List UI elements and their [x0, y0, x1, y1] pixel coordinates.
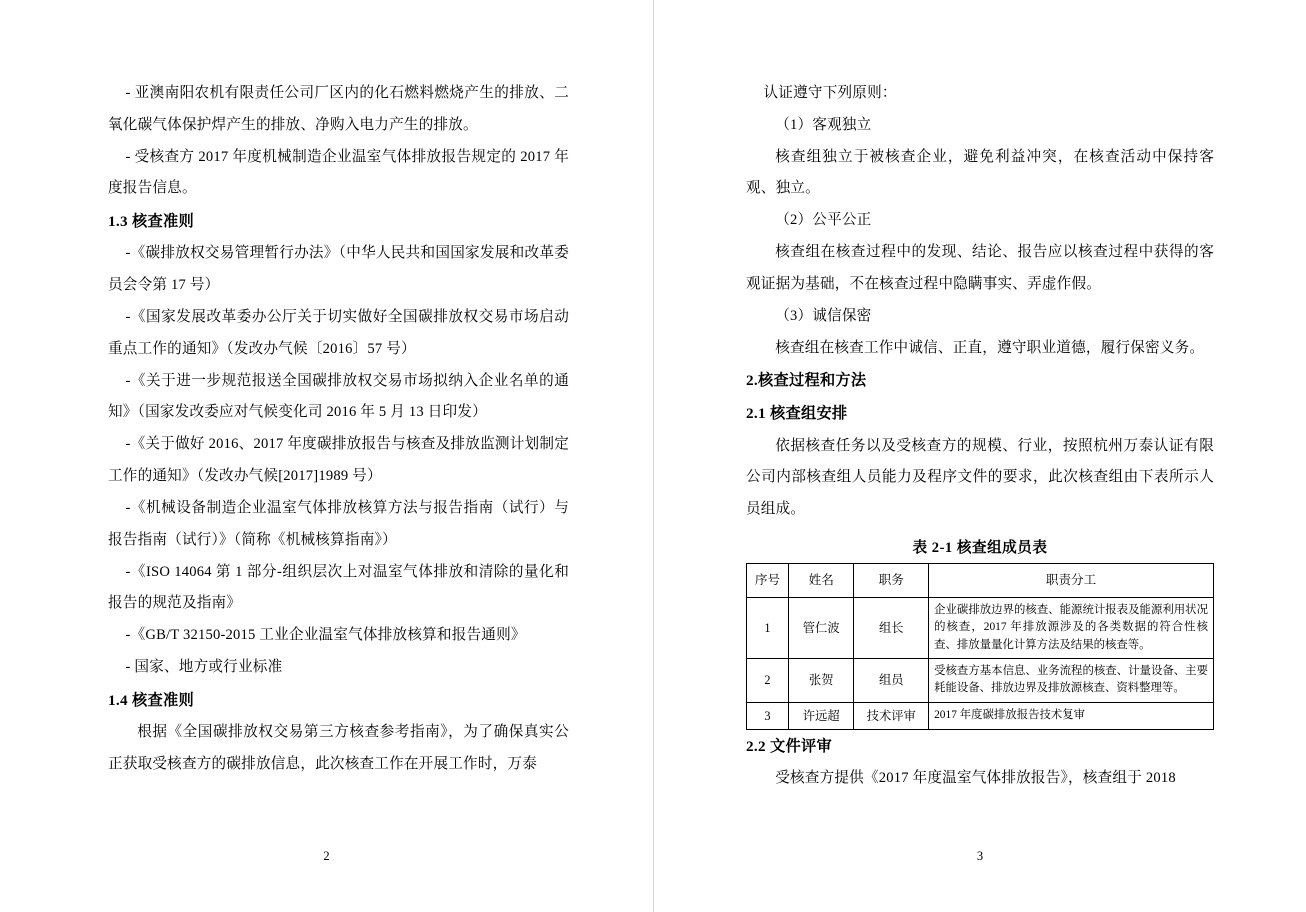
paragraph: 认证遵守下列原则： [763, 85, 897, 101]
table-cell-duty: 受核查方基本信息、业务流程的核查、计量设备、主要耗能设备、排放边界及排放源核查、资料整理等。 [929, 658, 1214, 702]
paragraph: - 国家、地方或行业标准 [125, 658, 283, 675]
section-heading-1-4: 1.4 核查准则 [108, 691, 194, 709]
paragraph: -《GB/T 32150-2015 工业企业温室气体排放核算和报告通则》 [125, 627, 526, 644]
paragraph: -《关于做好 2016、2017 年度碳排放报告与核查及排放监测计划制定工作的通知》（发改办气候[2017]1989 号） [108, 436, 569, 485]
paragraph: - 亚澳南阳农机有限责任公司厂区内的化石燃料燃烧产生的排放、二氧化碳气体保护焊产生的排放、净购入电力产生的排放。 [108, 85, 569, 133]
paragraph: 核查组在核查过程中的发现、结论、报告应以核查过程中获得的客观证据为基础，不在核查过程中隐瞒事实、弄虚作假。 [746, 244, 1214, 292]
table-header-cell: 职责分工 [929, 564, 1214, 598]
paragraph: 核查组在核查工作中诚信、正直，遵守职业道德，履行保密义务。 [775, 339, 1205, 356]
table-cell-role: 组员 [854, 658, 929, 702]
table-cell-duty: 2017 年度碳排放报告技术复审 [929, 702, 1214, 729]
section-heading-2-2: 2.2 文件评审 [746, 738, 832, 755]
paragraph: 依据核查任务以及受核查方的规模、行业，按照杭州万泰认证有限公司内部核查组人员能力及程序文件的要求，此次核查组由下表所示人员组成。 [746, 437, 1214, 518]
paragraph: -《机械设备制造企业温室气体排放核算方法与报告指南（试行）与报告指南（试行）》（简称《机械核算指南》） [108, 499, 569, 548]
table-cell-duty: 企业碳排放边界的核查、能源统计报表及能源利用状况的核查，2017 年排放源涉及的各类数据的符合性核查、排放量量化计算方法及结果的核查等。 [929, 597, 1214, 658]
table-cell-num: 1 [747, 597, 789, 658]
section-heading-1-3: 1.3 核查准则 [108, 213, 194, 231]
table-header-cell: 姓名 [789, 564, 854, 598]
page-number-left: 2 [323, 849, 330, 863]
paragraph: （2）公平公正 [775, 212, 872, 229]
table-cell-role: 技术评审 [854, 702, 929, 729]
paragraph: （3）诚信保密 [775, 307, 872, 324]
table-row [747, 658, 1214, 702]
table-cell-role: 组长 [854, 597, 929, 658]
paragraph: -《ISO 14064 第 1 部分-组织层次上对温室气体排放和清除的量化和报告的规范及指南》 [108, 563, 569, 612]
paragraph: -《国家发展改革委办公厅关于切实做好全国碳排放权交易市场启动重点工作的通知》（发改办气候〔2016〕57 号） [108, 309, 569, 357]
table-header-cell: 职务 [854, 564, 929, 598]
table-row [747, 597, 1214, 658]
table-cell-num: 3 [747, 702, 789, 729]
section-heading-2-1: 2.1 核查组安排 [746, 405, 848, 423]
table-cell-num: 2 [747, 658, 789, 702]
paragraph: - 受核查方 2017 年度机械制造企业温室气体排放报告规定的 2017 年度报告信息。 [108, 148, 569, 197]
paragraph: -《关于进一步规范报送全国碳排放权交易市场拟纳入企业名单的通知》（国家发改委应对气候变化司 2016 年 5 月 13 日印发） [108, 372, 569, 421]
section-heading-2: 2.核查过程和方法 [746, 372, 867, 390]
table-cell-name: 管仁波 [789, 597, 854, 658]
table-header-cell: 序号 [747, 564, 789, 598]
paragraph: -《碳排放权交易管理暂行办法》（中华人民共和国国家发展和改革委员会令第 17 号） [108, 245, 569, 294]
table-row [747, 702, 1214, 729]
page-number-right: 3 [976, 849, 984, 863]
paragraph: 受核查方提供《2017 年度温室气体排放报告》，核查组于 2018 [775, 770, 1176, 787]
table-header-row [747, 564, 1214, 598]
paragraph: 根据《全国碳排放权交易第三方核查参考指南》，为了确保真实公正获取受核查方的碳排放信息，此次核查工作在开展工作时，万泰 [108, 723, 569, 772]
paragraph: （1）客观独立 [775, 116, 872, 133]
crew-table [746, 563, 1214, 730]
document-page-right [653, 0, 1306, 912]
paragraph: 核查组独立于被核查企业，避免利益冲突，在核查活动中保持客观、独立。 [746, 148, 1214, 197]
table-cell-name: 许远超 [789, 702, 854, 729]
table-cell-name: 张贺 [789, 658, 854, 702]
table-caption: 表 2-1 核查组成员表 [912, 540, 1048, 557]
